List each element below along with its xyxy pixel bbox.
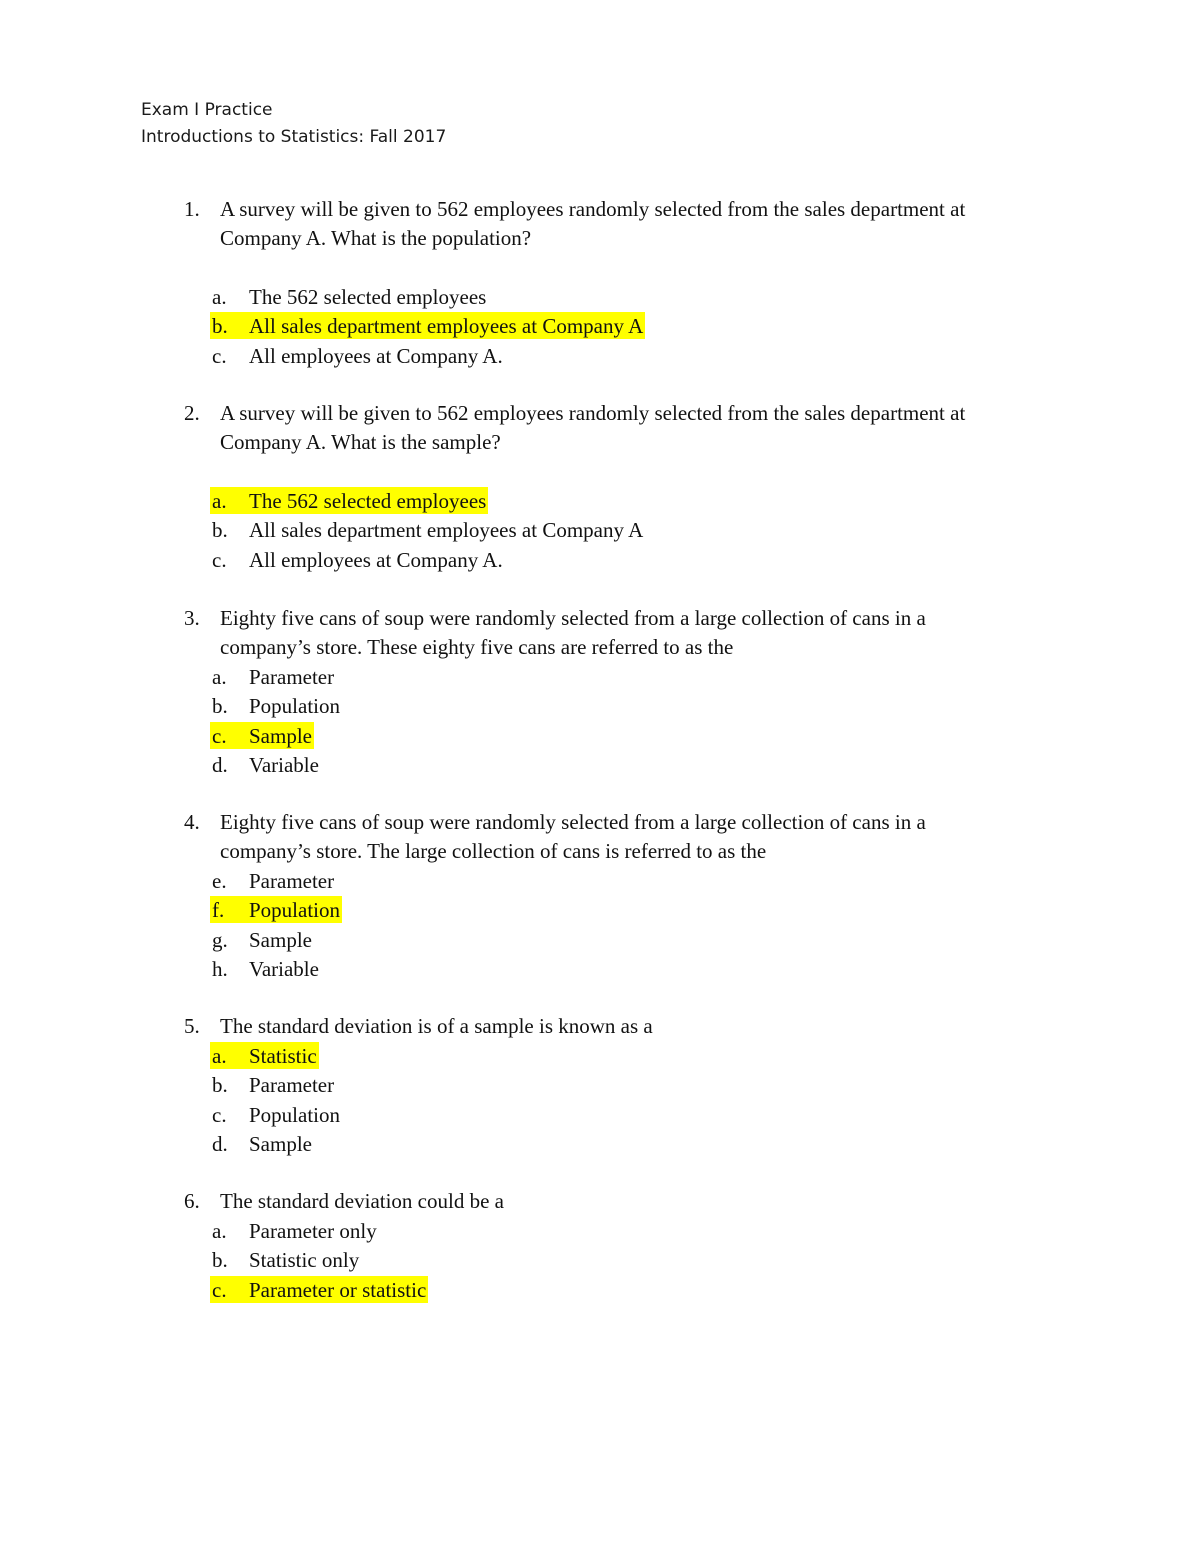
question-2 xyxy=(0,399,1200,574)
option-text: Population xyxy=(249,1102,341,1127)
option-letter: b. xyxy=(212,694,228,719)
option-text: Parameter or statistic xyxy=(249,1277,427,1302)
option-text: The 562 selected employees xyxy=(249,489,487,513)
option-letter: b. xyxy=(212,314,228,339)
option-text: Statistic only xyxy=(249,1248,360,1273)
option-text: Population xyxy=(249,694,341,719)
answer-option xyxy=(0,1070,1200,1099)
option-text: All employees at Company A. xyxy=(249,343,503,368)
answer-option xyxy=(0,954,1200,983)
option-letter: h. xyxy=(212,956,228,981)
answer-option xyxy=(0,750,1200,779)
option-letter: a. xyxy=(212,489,227,513)
answer-option xyxy=(0,925,1200,954)
option-letter: c. xyxy=(212,547,227,572)
option-letter: c. xyxy=(212,343,227,368)
option-text: All sales department employees at Company A xyxy=(249,314,644,339)
option-letter: e. xyxy=(212,869,227,893)
exam-title: Exam I Practice xyxy=(141,100,273,120)
question-text-line: company’s store. These eighty five cans are referred to as the xyxy=(220,635,734,659)
answer-option xyxy=(0,545,1200,574)
option-letter: b. xyxy=(212,1248,228,1273)
question-text-line: A survey will be given to 562 employees randomly selected from the sales department at xyxy=(220,401,966,425)
option-text: Variable xyxy=(249,752,319,777)
option-text: Sample xyxy=(249,723,312,748)
answer-option xyxy=(0,662,1200,691)
answer-option-correct xyxy=(0,486,1200,515)
option-letter: f. xyxy=(212,898,225,923)
answer-option xyxy=(0,1129,1200,1158)
option-text: Sample xyxy=(249,1131,312,1156)
answer-option-correct xyxy=(0,311,1200,340)
question-text-line: The standard deviation is of a sample is known as a xyxy=(220,1014,653,1038)
option-text: Parameter xyxy=(249,665,335,689)
question-4 xyxy=(0,808,1200,983)
option-text: Statistic xyxy=(249,1044,317,1068)
answer-option xyxy=(0,1100,1200,1129)
option-letter: a. xyxy=(212,1219,227,1243)
option-letter: d. xyxy=(212,752,228,777)
course-title: Introductions to Statistics: Fall 2017 xyxy=(141,127,447,147)
option-text: Parameter only xyxy=(249,1219,377,1243)
question-3 xyxy=(0,604,1200,779)
question-text-line: Company A. What is the sample? xyxy=(220,430,501,454)
option-letter: d. xyxy=(212,1131,228,1156)
answer-option-correct xyxy=(0,895,1200,924)
answer-option xyxy=(0,691,1200,720)
question-1 xyxy=(0,195,1200,370)
option-letter: a. xyxy=(212,665,227,689)
option-text: The 562 selected employees xyxy=(249,285,487,309)
question-text-line: Eighty five cans of soup were randomly selected from a large collection of cans in a xyxy=(220,606,926,630)
option-letter: g. xyxy=(212,927,228,952)
question-number: 5. xyxy=(184,1014,200,1038)
option-text: All sales department employees at Company A xyxy=(249,518,644,543)
option-letter: b. xyxy=(212,1073,228,1098)
option-text: Variable xyxy=(249,956,319,981)
option-letter: b. xyxy=(212,518,228,543)
answer-option xyxy=(0,1216,1200,1245)
question-text-line: company’s store. The large collection of cans is referred to as the xyxy=(220,839,767,863)
answer-option xyxy=(0,282,1200,311)
option-text: Parameter xyxy=(249,869,335,893)
question-number: 2. xyxy=(184,401,200,425)
question-number: 3. xyxy=(184,606,200,630)
option-letter: a. xyxy=(212,285,227,309)
option-letter: c. xyxy=(212,723,227,748)
answer-option-correct xyxy=(0,721,1200,750)
option-letter: c. xyxy=(212,1102,227,1127)
question-number: 1. xyxy=(184,197,200,221)
question-5 xyxy=(0,1012,1200,1158)
option-text: Sample xyxy=(249,927,312,952)
answer-option-correct xyxy=(0,1041,1200,1070)
option-text: Parameter xyxy=(249,1073,335,1098)
answer-option xyxy=(0,1245,1200,1274)
option-text: Population xyxy=(249,898,341,923)
question-6 xyxy=(0,1187,1200,1304)
question-text-line: Eighty five cans of soup were randomly selected from a large collection of cans in a xyxy=(220,810,926,834)
question-number: 6. xyxy=(184,1189,200,1213)
option-letter: a. xyxy=(212,1044,227,1068)
answer-option xyxy=(0,341,1200,370)
question-number: 4. xyxy=(184,810,200,834)
option-text: All employees at Company A. xyxy=(249,547,503,572)
answer-option xyxy=(0,515,1200,544)
answer-option-correct xyxy=(0,1275,1200,1304)
question-text-line: A survey will be given to 562 employees randomly selected from the sales department at xyxy=(220,197,966,221)
answer-option xyxy=(0,866,1200,895)
question-text-line: Company A. What is the population? xyxy=(220,226,532,250)
option-letter: c. xyxy=(212,1277,227,1302)
question-text-line: The standard deviation could be a xyxy=(220,1189,504,1213)
